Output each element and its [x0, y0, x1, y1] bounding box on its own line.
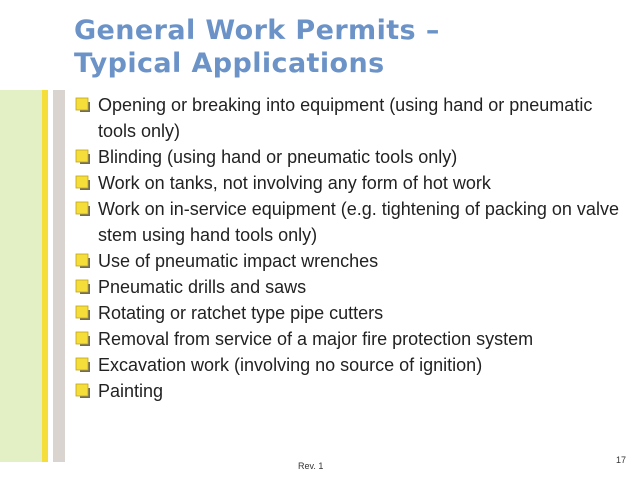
checkbox-bullet-icon — [75, 383, 91, 399]
checkbox-bullet-icon — [75, 279, 91, 295]
bullet-text: Work on in-service equipment (e.g. tightening of packing on valve stem using hand tools only) — [98, 199, 619, 245]
slide-title-line-1: General Work Permits – — [74, 15, 440, 46]
bullet-item — [74, 170, 630, 196]
bullet-text: Blinding (using hand or pneumatic tools only) — [98, 147, 458, 167]
checkbox-bullet-icon — [75, 305, 91, 321]
bullet-item — [74, 274, 630, 300]
checkbox-bullet-icon — [75, 253, 91, 269]
checkbox-bullet-icon — [75, 97, 91, 113]
bullet-list — [74, 92, 630, 404]
slide-number: 17 — [615, 455, 626, 465]
checkbox-bullet-icon — [75, 175, 91, 191]
bullet-text: Opening or breaking into equipment (using hand or pneumatic tools only) — [98, 95, 593, 141]
checkbox-bullet-icon — [75, 331, 91, 347]
checkbox-bullet-icon — [75, 149, 91, 165]
bullet-text: Painting — [98, 381, 164, 401]
bullet-item — [74, 378, 630, 404]
bullet-text: Use of pneumatic impact wrenches — [98, 251, 379, 271]
revision-label: Rev. 1 — [298, 461, 324, 471]
bullet-item — [74, 352, 630, 378]
bullet-text: Removal from service of a major fire protection system — [98, 329, 534, 349]
bullet-item — [74, 196, 630, 248]
left-band-green — [0, 90, 42, 462]
bullet-text: Rotating or ratchet type pipe cutters — [98, 303, 384, 323]
checkbox-bullet-icon — [75, 201, 91, 217]
bullet-item — [74, 326, 630, 352]
bullet-item — [74, 144, 630, 170]
bullet-item — [74, 92, 630, 144]
bullet-item — [74, 248, 630, 274]
slide-title — [74, 14, 440, 80]
bullet-text: Work on tanks, not involving any form of hot work — [98, 173, 491, 193]
left-band-grey — [53, 90, 65, 462]
checkbox-bullet-icon — [75, 357, 91, 373]
bullet-text: Excavation work (involving no source of ignition) — [98, 355, 483, 375]
bullet-text: Pneumatic drills and saws — [98, 277, 307, 297]
bullet-item — [74, 300, 630, 326]
slide-title-line-2: Typical Applications — [74, 48, 385, 79]
